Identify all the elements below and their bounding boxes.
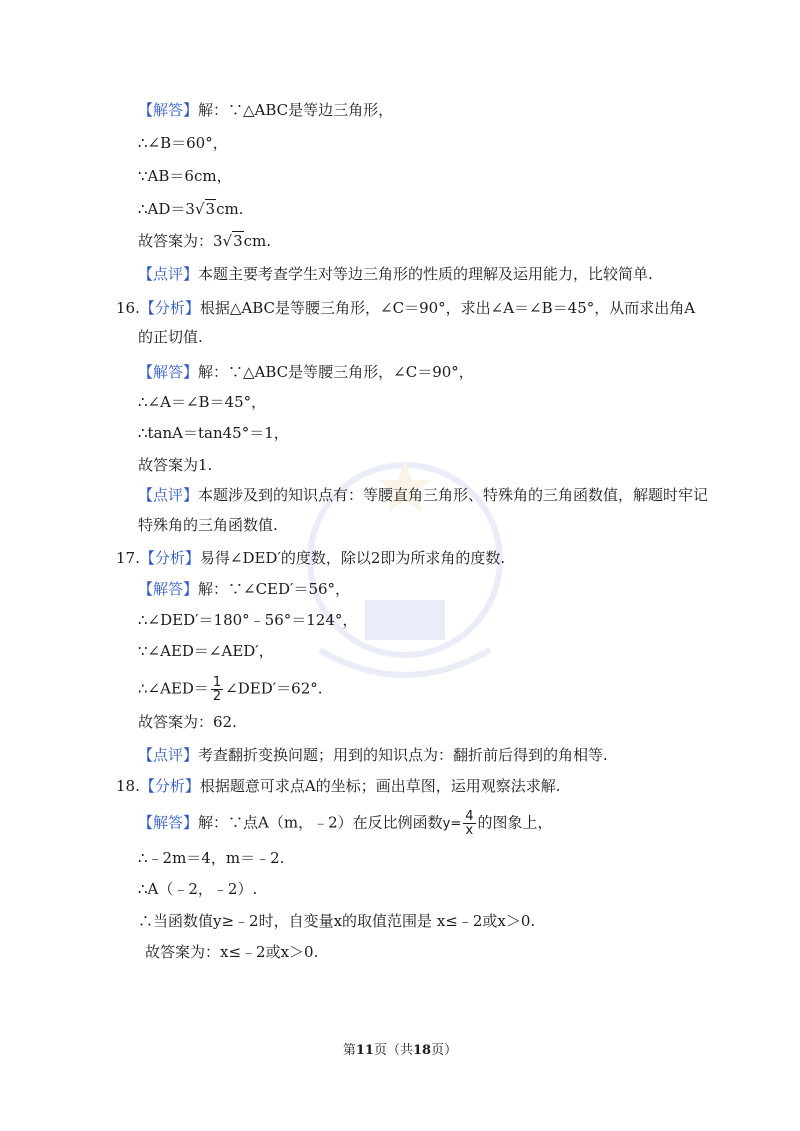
line-text: 解：∵点A（m，﹣2）在反比例函数: [198, 813, 443, 832]
comment-line: [138, 264, 653, 284]
step-line: ∴﹣2m＝4，m＝﹣2.: [138, 849, 285, 867]
answer-tag: 【解答】: [138, 580, 199, 598]
analysis-tag: 【分析】: [139, 777, 200, 795]
numerator: 1: [212, 675, 222, 690]
denominator: 2: [212, 689, 222, 704]
footer-text: 页（共: [373, 1043, 413, 1058]
step-line: ∴∠DED′＝180°﹣56°＝124°，: [138, 611, 358, 629]
result-line: 故答案为：x≤﹣2或x＞0.: [145, 943, 319, 961]
comment-line: [138, 745, 608, 765]
question-17-analysis: [116, 548, 505, 568]
page-total: 18: [413, 1043, 432, 1058]
comment-tag: 【点评】: [138, 265, 199, 283]
numerator: 4: [465, 809, 474, 824]
analysis-tag: 【分析】: [139, 549, 200, 567]
answer-line: [138, 810, 553, 837]
line-text: 解：∵△ABC是等边三角形，: [198, 101, 394, 119]
question-18-analysis: [116, 776, 560, 796]
radicand: 3: [205, 200, 216, 218]
step-line: 的正切值.: [138, 328, 203, 346]
footer-text: 页）: [431, 1043, 458, 1058]
fraction: [211, 676, 223, 703]
step-line: [138, 676, 323, 703]
analysis-tag: 【分析】: [139, 299, 200, 317]
result-line: 故答案为1.: [138, 456, 213, 474]
result-line: [138, 231, 271, 251]
fraction: [463, 810, 475, 837]
step-line: 特殊角的三角函数值.: [138, 516, 278, 534]
question-number: 17.: [116, 549, 140, 567]
step-line: [138, 199, 243, 219]
sqrt: √3: [222, 232, 243, 250]
page-number: 11: [355, 1043, 374, 1058]
answer-tag: 【解答】: [138, 813, 199, 832]
line-text: 本题涉及到的知识点有：等腰直角三角形、特殊角的三角函数值，解题时牢记: [198, 486, 709, 504]
line-text: ∴∠AED＝: [138, 679, 209, 698]
step-line: ∴tanA＝tan45°＝1，: [138, 424, 289, 442]
answer-tag: 【解答】: [138, 101, 199, 119]
question-16-analysis: [116, 298, 695, 318]
answer-line: [138, 579, 350, 599]
step-line: ∴当函数值y≥﹣2时，自变量x的取值范围是 x≤﹣2或x＞0.: [138, 912, 536, 930]
question-number: 16.: [116, 299, 140, 317]
denominator: x: [465, 823, 474, 838]
line-text: 解：∵△ABC是等腰三角形，∠C＝90°，: [198, 363, 474, 381]
step-line: ∴A（﹣2，﹣2）.: [138, 880, 258, 898]
line-text: ∠DED′＝62°.: [225, 679, 323, 698]
radicand: 3: [233, 232, 243, 250]
sqrt: √3: [194, 200, 216, 218]
comment-line: [138, 485, 708, 505]
answer-line: [138, 362, 474, 382]
result-line: 故答案为：62.: [138, 713, 237, 731]
function-y: y=: [442, 816, 462, 832]
step-line: ∵AB＝6cm，: [138, 167, 232, 185]
line-text: 易得∠DED′的度数，除以2即为所求角的度数.: [199, 549, 506, 567]
line-text: ∴AD＝3: [138, 200, 195, 218]
line-text: 根据△ABC是等腰三角形，∠C＝90°，求出∠A＝∠B＝45°，从而求出角A: [199, 299, 696, 317]
question-number: 18.: [116, 777, 140, 795]
page-footer: [0, 1039, 800, 1058]
step-line: ∴∠B＝60°，: [138, 134, 228, 152]
line-text: 本题主要考查学生对等边三角形的性质的理解及运用能力，比较简单.: [198, 265, 653, 283]
comment-tag: 【点评】: [138, 486, 199, 504]
line-text: 解：∵∠CED′＝56°，: [198, 580, 351, 598]
comment-tag: 【点评】: [138, 746, 199, 764]
line-text: cm.: [243, 232, 272, 250]
step-line: ∵∠AED＝∠AED′，: [138, 642, 274, 660]
answer-tag: 【解答】: [138, 363, 199, 381]
answer-line: [138, 100, 393, 120]
line-text: 故答案为：3: [138, 232, 223, 250]
line-text: 根据题意可求点A的坐标；画出草图，运用观察法求解.: [199, 777, 561, 795]
line-text: cm.: [216, 200, 244, 218]
footer-text: 第: [342, 1043, 356, 1058]
step-line: ∴∠A＝∠B＝45°，: [138, 393, 267, 411]
line-text: 的图象上，: [477, 813, 553, 832]
line-text: 考查翻折变换问题；用到的知识点为：翻折前后得到的角相等.: [198, 746, 608, 764]
